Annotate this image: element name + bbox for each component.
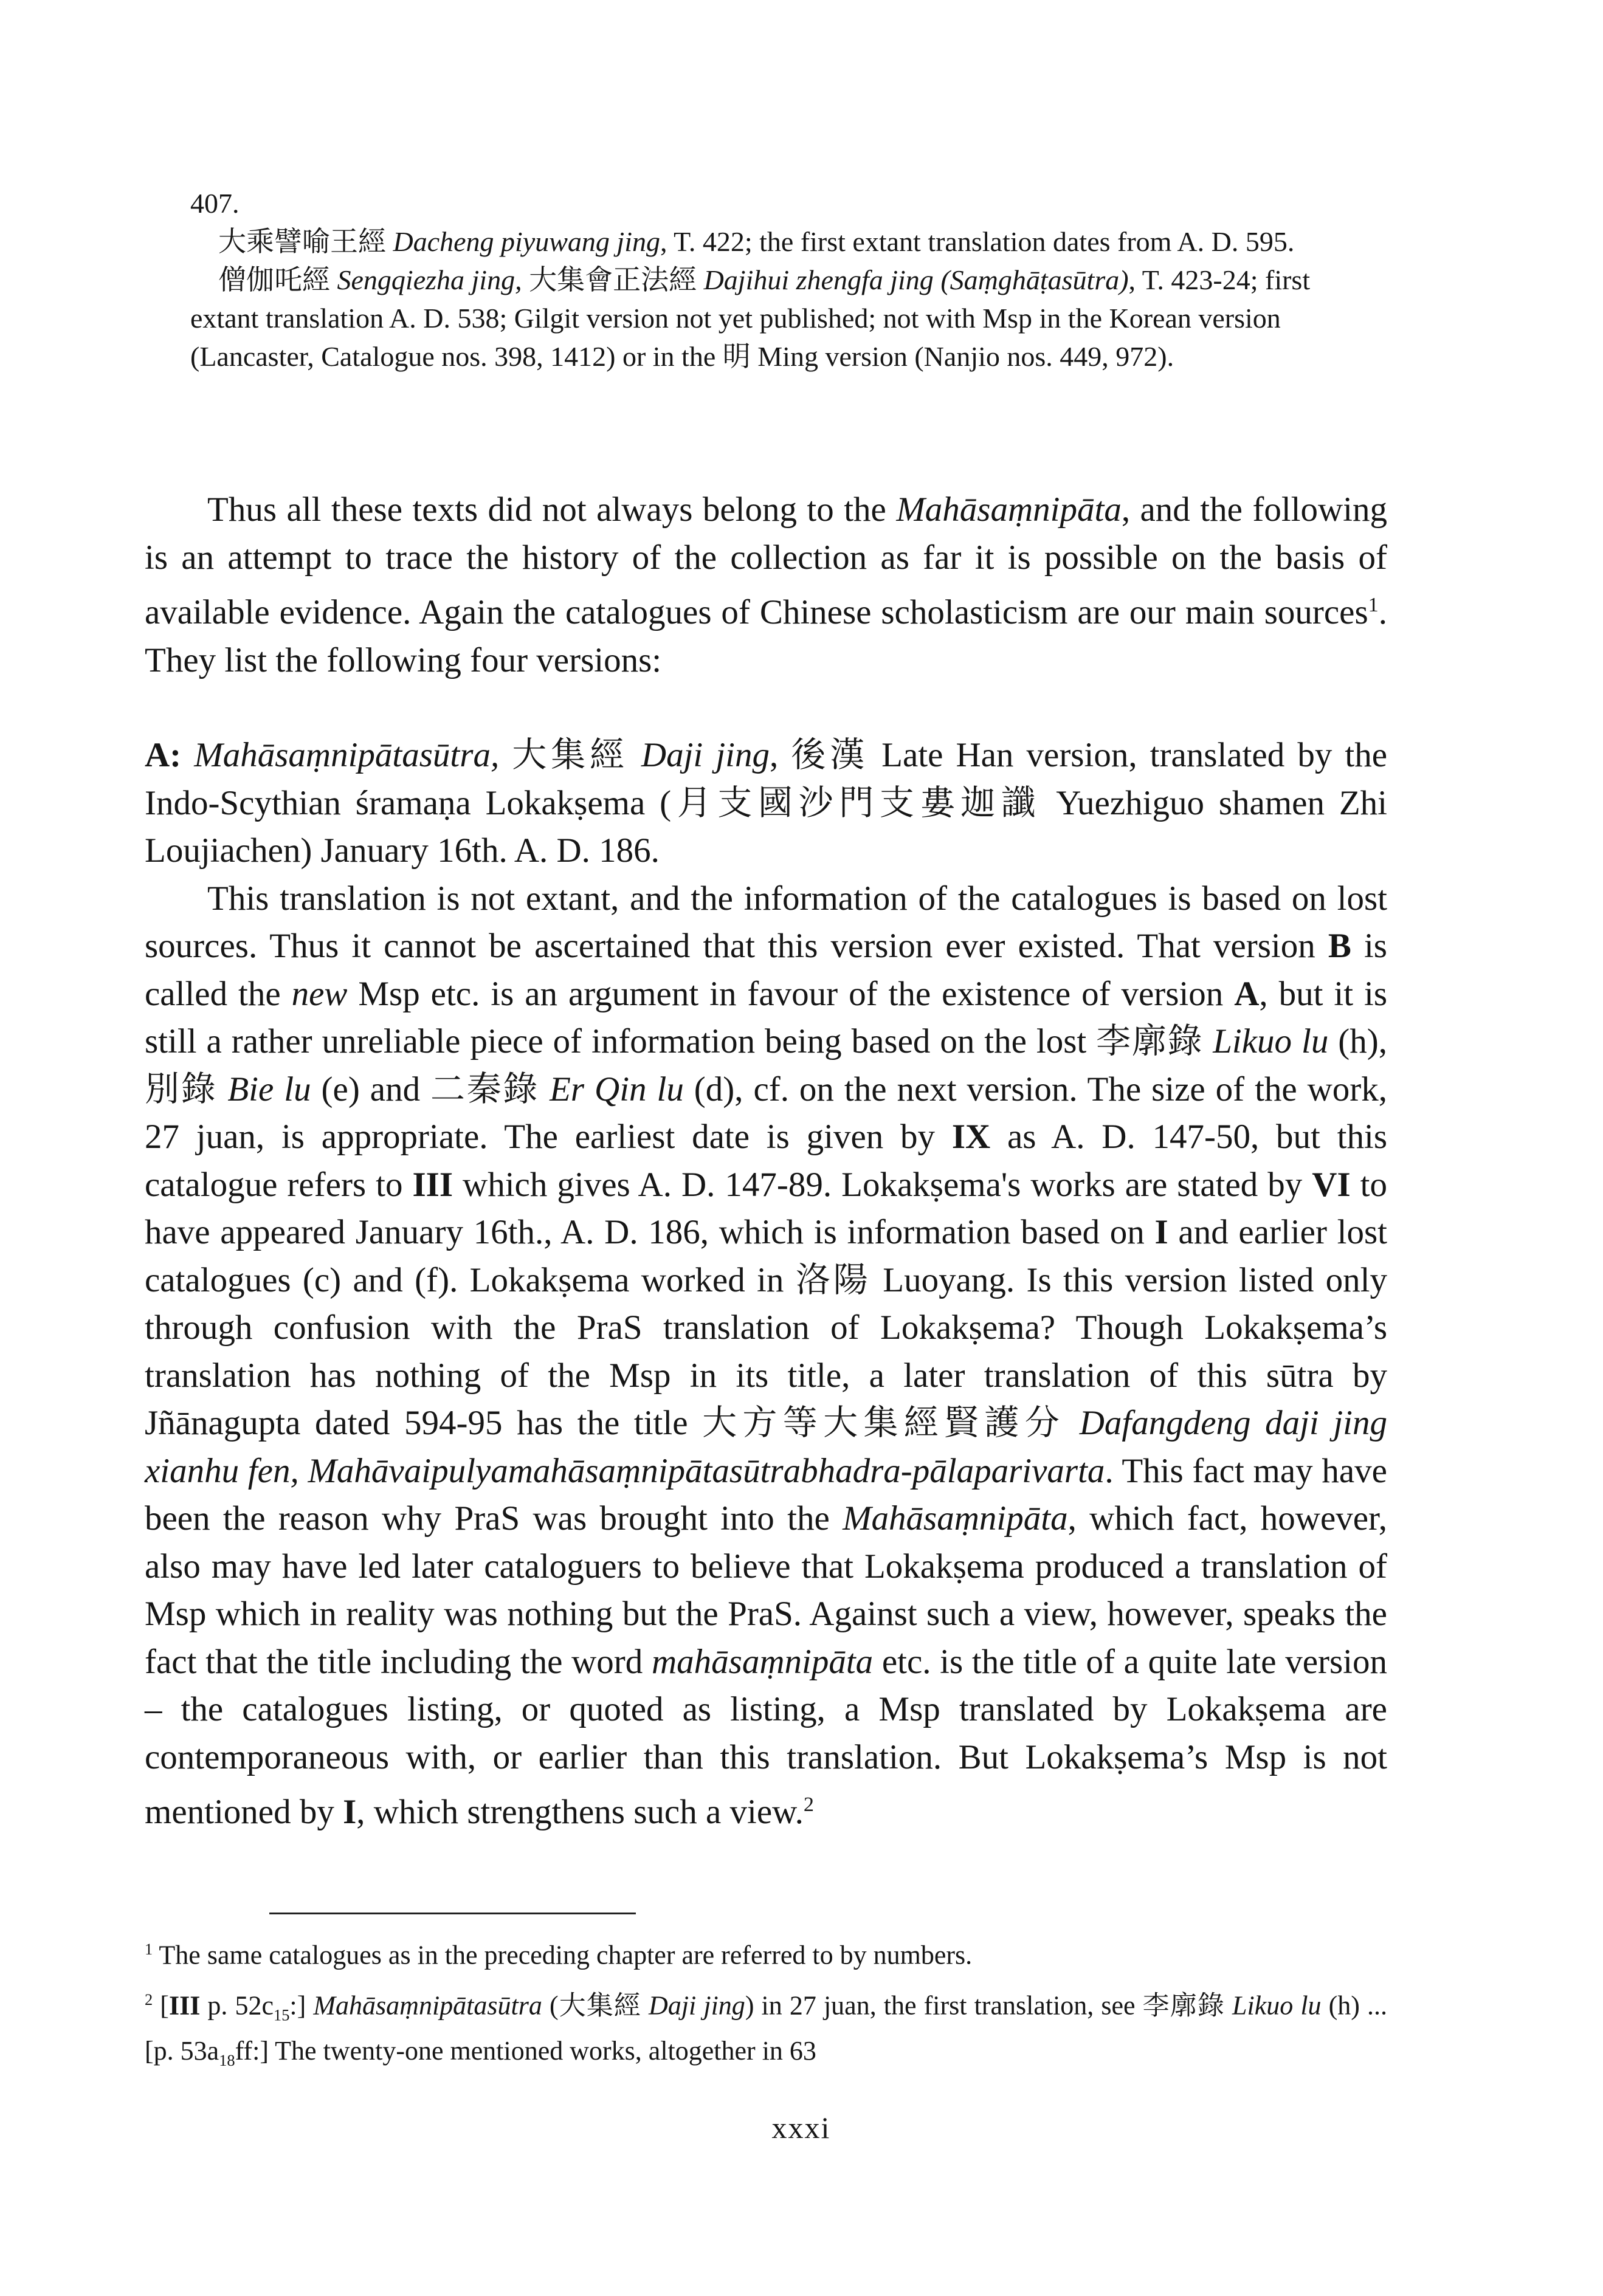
footnote-ref-2[interactable]: 2	[803, 1793, 814, 1816]
footnote-2: $^2$ [III p. $52c_{15}$:] Mahāsaṃnipātasūtra (大集經 Daji jing) in 27 juan, the first translation, see 李廓錄 Likuo lu (h) ... [p. $53a_{18}ff$:] The twenty-one mentioned works, altogether in 63	[145, 1990, 1388, 2069]
footnotes	[145, 1931, 1387, 2086]
footnote-ref-1[interactable]: 1	[1368, 594, 1379, 616]
note-entry-sengqiezha: 僧伽吒經 Sengqiezha jing, 大集會正法經 Dajihui zhengfa jing (Saṃghāṭasūtra), T. 423-24; first extant translation A. D. 538; Gilgit version not yet published; not with Msp in the Korean version (Lancaster, Catalogue nos. 398, 1412) or in the 明 Ming version (Nanjio nos. 449, 972).	[190, 264, 1311, 372]
intro-paragraph: Thus all these texts did not always belong to the Mahāsaṃnipāta, and the following is an attempt to trace the history of the collection as far it is possible on the basis of available evidence. Again the catalogues of Chinese scholasticism are our main sources$^1$. They list the following four versions:	[145, 490, 1388, 679]
version-a-entry: A: Mahāsaṃnipātasūtra, 大集經 Daji jing, 後漢 Late Han version, translated by the Indo-Scythian śramaṇa Lokakṣema (月支國沙門支婁迦讖 Yuezhiguo shamen Zhi Loujiachen) January 16th. A. D. 186.	[145, 736, 1388, 870]
page-number: xxxi	[771, 2111, 831, 2145]
note-number: 407.	[190, 188, 240, 219]
main-text	[145, 486, 1387, 1837]
version-a-label: A:	[145, 736, 182, 774]
footnote-1: $^1$ The same catalogues as in the preceding chapter are referred to by numbers.	[145, 1940, 973, 1970]
footnote-divider	[269, 1913, 636, 1914]
discussion-paragraph: This translation is not extant, and the information of the catalogues is based on lost sources. Thus it cannot be ascertained that this version ever existed. That version B is called the new Msp etc. is an argument in favour of the existence of version A, but it is still a rather unreliable piece of information being based on the lost 李廓錄 Likuo lu (h), 別錄 Bie lu (e) and 二秦錄 Er Qin lu (d), cf. on the next version. The size of the work, 27 juan, is appropriate. The earliest date is given by IX as A. D. 147-50, but this catalogue refers to III which gives A. D. 147-89. Lokakṣema's works are stated by VI to have appeared January 16th., A. D. 186, which is information based on I and earlier lost catalogues (c) and (f). Lokakṣema worked in 洛陽 Luoyang. Is this version listed only through confusion with the PraS translation of Lokakṣema? Though Lokakṣema’s translation has nothing of the Msp in its title, a later translation of this sūtra by Jñānagupta dated 594-95 has the title 大方等大集經賢護分 Dafangdeng daji jing xianhu fen, Mahāvaipulyamahāsaṃnipātasūtrabhadra-pālaparivarta. This fact may have been the reason why PraS was brought into the Mahāsaṃnipāta, which fact, however, also may have led later cataloguers to believe that Lokakṣema produced a translation of Msp which in reality was nothing but the PraS. Against such a view, however, speaks the fact that the title including the word mahāsaṃnipāta etc. is the title of a quite late version – the catalogues listing, or quoted as listing, a Msp translated by Lokakṣema are contemporaneous with, or earlier than this translation. But Lokakṣema’s Msp is not mentioned by I, which strengthens such a view.$^2$	[145, 879, 1388, 1831]
note-entry-dacheng: 大乘譬喻王經 Dacheng piyuwang jing, T. 422; the first extant translation dates from A. D. 595.	[218, 226, 1295, 257]
preceding-notes	[190, 184, 1345, 376]
